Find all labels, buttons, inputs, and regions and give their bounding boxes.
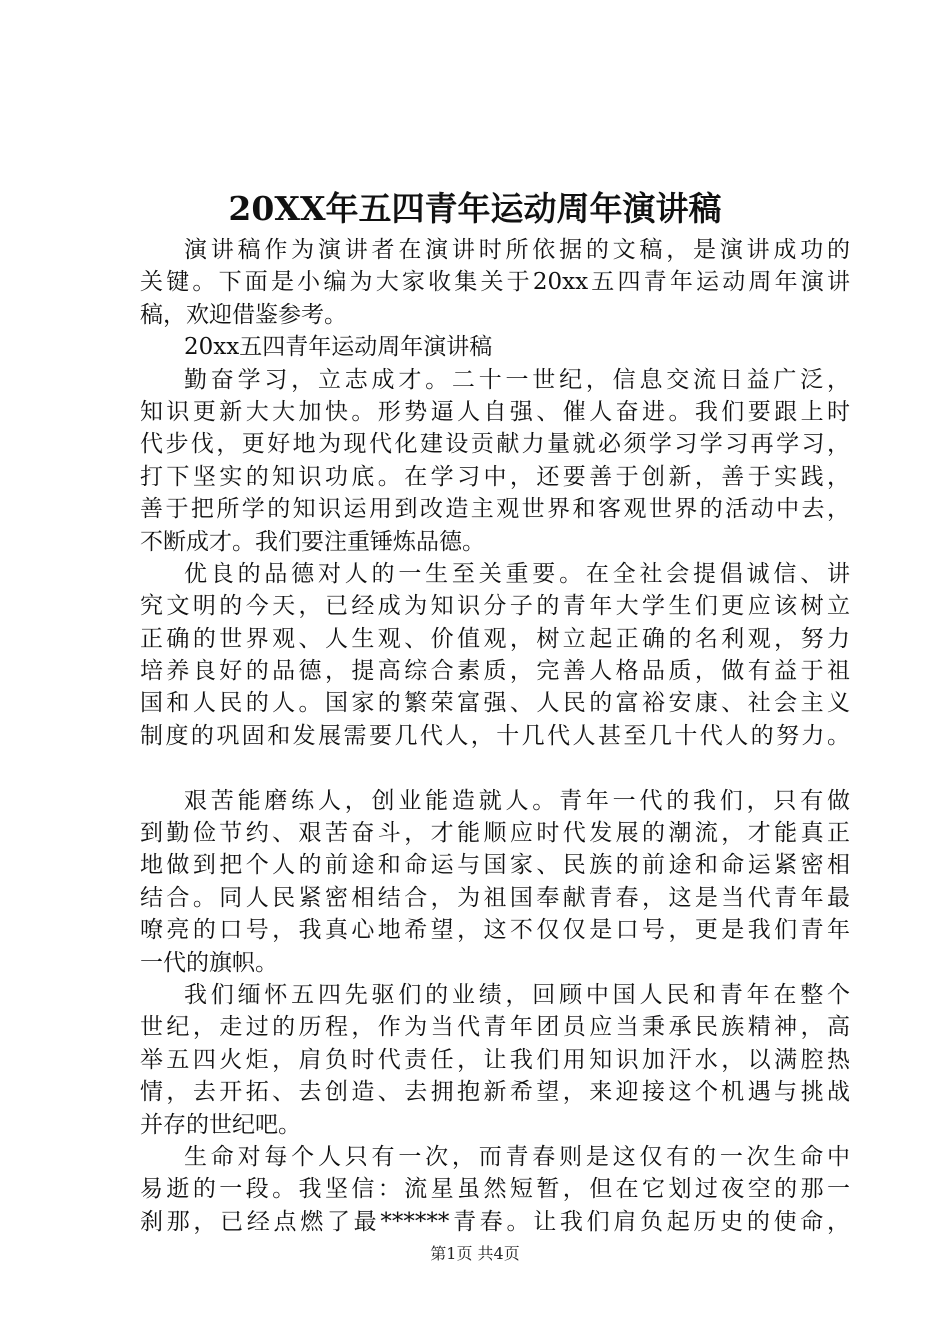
paragraph-line: 艰苦能磨练人，创业能造就人。青年一代的我们，只有做: [184, 787, 850, 814]
paragraph-line: 稿，欢迎借鉴参考。: [140, 301, 347, 328]
document-title: 20XX年五四青年运动周年演讲稿: [228, 189, 722, 228]
paragraph-line: 世纪，走过的历程，作为当代青年团员应当秉承民族精神，高: [140, 1014, 850, 1041]
paragraph-line: 结合。同人民紧密相结合，为祖国奉献青春，这是当代青年最: [140, 884, 850, 911]
paragraph-line: 优良的品德对人的一生至关重要。在全社会提倡诚信、讲: [184, 560, 850, 587]
paragraph-line: 我们缅怀五四先驱们的业绩，回顾中国人民和青年在整个: [184, 981, 850, 1008]
paragraph-line: 情，去开拓、去创造、去拥抱新希望，来迎接这个机遇与挑战: [140, 1079, 850, 1106]
paragraph-line: 知识更新大大加快。形势逼人自强、催人奋进。我们要跟上时: [140, 398, 850, 425]
paragraph-line: 举五四火炬，肩负时代责任，让我们用知识加汗水，以满腔热: [140, 1046, 850, 1073]
paragraph-line: 善于把所学的知识运用到改造主观世界和客观世界的活动中去，: [140, 496, 850, 523]
document-body: [140, 234, 850, 1238]
paragraph-line: 生命对每个人只有一次，而青春则是这仅有的一次生命中: [184, 1143, 850, 1170]
paragraph-line: 刹那，已经点燃了最******青春。让我们肩负起历史的使命，: [140, 1208, 850, 1235]
paragraph-line: 嘹亮的口号，我真心地希望，这不仅仅是口号，更是我们青年: [140, 917, 850, 944]
paragraph-spacer: [140, 752, 850, 784]
paragraph-line: 并存的世纪吧。: [140, 1111, 301, 1138]
paragraph-line: 究文明的今天，已经成为知识分子的青年大学生们更应该树立: [140, 593, 850, 620]
paragraph-line: 培养良好的品德，提高综合素质，完善人格品质，做有益于祖: [140, 658, 850, 685]
paragraph-line: 不断成才。我们要注重锤炼品德。: [140, 528, 485, 555]
paragraph-line: 勤奋学习，立志成才。二十一世纪，信息交流日益广泛，: [184, 366, 850, 393]
paragraph-line: 关键。下面是小编为大家收集关于20xx五四青年运动周年演讲: [140, 269, 850, 296]
paragraph-line: 易逝的一段。我坚信：流星虽然短暂，但在它划过夜空的那一: [140, 1176, 850, 1203]
paragraph-line: 演讲稿作为演讲者在演讲时所依据的文稿，是演讲成功的: [184, 237, 850, 263]
section-heading: 20xx五四青年运动周年演讲稿: [184, 334, 493, 361]
paragraph-line: 国和人民的人。国家的繁荣富强、人民的富裕安康、社会主义: [140, 690, 850, 717]
page-footer: 第1页 共4页: [430, 1244, 520, 1263]
paragraph-line: 一代的旗帜。: [140, 949, 278, 976]
paragraph-line: 到勤俭节约、艰苦奋斗，才能顺应时代发展的潮流，才能真正: [140, 820, 850, 847]
paragraph-line: 地做到把个人的前途和命运与国家、民族的前途和命运紧密相: [140, 852, 850, 879]
paragraph-line: 代步伐，更好地为现代化建设贡献力量就必须学习学习再学习，: [140, 431, 850, 458]
paragraph-line: 打下坚实的知识功底。在学习中，还要善于创新，善于实践，: [140, 463, 850, 490]
paragraph-line: 正确的世界观、人生观、价值观，树立起正确的名利观，努力: [140, 625, 850, 652]
paragraph-line: 制度的巩固和发展需要几代人，十几代人甚至几十代人的努力。: [140, 722, 850, 749]
